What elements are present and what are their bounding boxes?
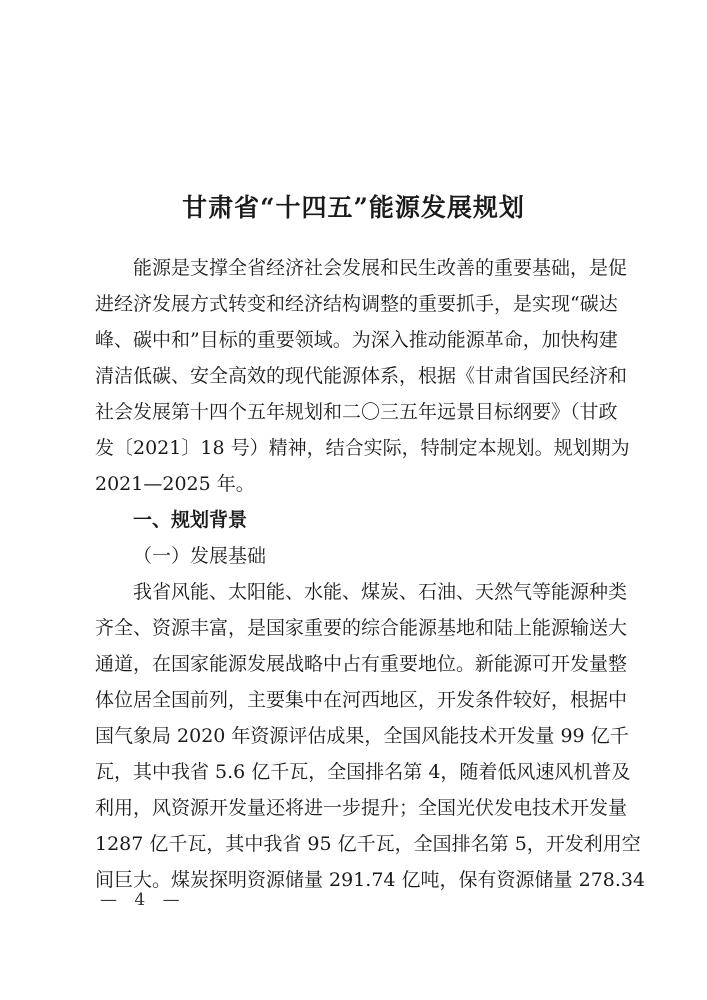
- text-line: 间巨大。煤炭探明资源储量 291.74 亿吨，保有资源储量 278.34: [95, 869, 646, 891]
- text-line: 能源是支撑全省经济社会发展和民生改善的重要基础，是促: [133, 257, 628, 279]
- text-line: 通道，在国家能源发展战略中占有重要地位。新能源可开发量整: [95, 653, 628, 675]
- page-number: — 4 —: [100, 890, 186, 910]
- document-title: 甘肃省“十四五”能源发展规划: [182, 193, 525, 222]
- text-line: 体位居全国前列，主要集中在河西地区，开发条件较好，根据中: [95, 689, 628, 711]
- text-line: 1287 亿千瓦，其中我省 95 亿千瓦，全国排名第 5，开发利用空: [95, 833, 641, 855]
- text-line: 国气象局 2020 年资源评估成果，全国风能技术开发量 99 亿千: [95, 725, 629, 747]
- section-heading: 一、规划背景: [133, 509, 248, 531]
- text-line: 清洁低碳、安全高效的现代能源体系，根据《甘肃省国民经济和: [95, 365, 628, 387]
- text-line: 我省风能、太阳能、水能、煤炭、石油、天然气等能源种类: [133, 581, 628, 603]
- text-line: 利用，风资源开发量还将进一步提升；全国光伏发电技术开发量: [95, 797, 628, 819]
- text-line: 2021—2025 年。: [95, 473, 255, 495]
- text-line: 峰、碳中和”目标的重要领域。为深入推动能源革命，加快构建: [95, 329, 618, 351]
- text-line: 齐全、资源丰富，是国家重要的综合能源基地和陆上能源输送大: [95, 617, 628, 639]
- text-line: 瓦，其中我省 5.6 亿千瓦，全国排名第 4，随着低风速风机普及: [95, 761, 631, 783]
- text-line: 发〔2021〕18 号）精神，结合实际，特制定本规划。规划期为: [95, 437, 630, 459]
- text-line: 社会发展第十四个五年规划和二〇三五年远景目标纲要》（甘政: [95, 401, 618, 423]
- text-line: 进经济发展方式转变和经济结构调整的重要抓手，是实现“碳达: [95, 293, 618, 315]
- subsection-heading: （一）发展基础: [133, 545, 267, 567]
